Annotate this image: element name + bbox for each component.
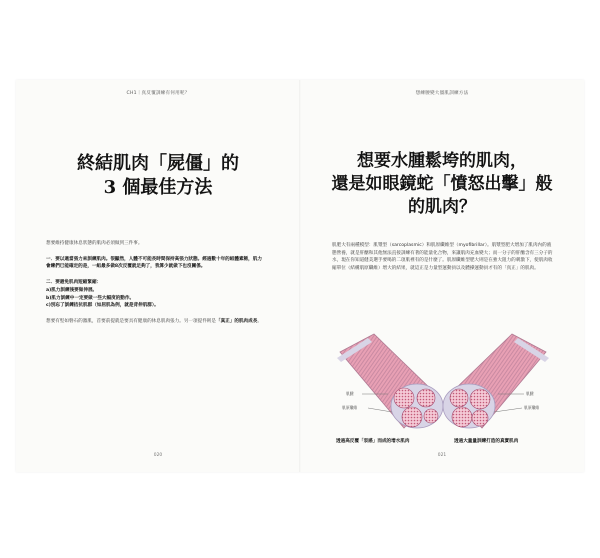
right-page-title [300, 150, 584, 219]
left-page [16, 80, 300, 472]
label-tendon-right: 肌腱 [526, 391, 534, 396]
item-2-sub-c: c)別忘了訓練拮抗肌群（如屈肌為例，就是背伸肌群）。 [46, 303, 159, 308]
intro-paragraph: 想要維持健康休息狀態的肌肉必須做到三件事。 [46, 241, 143, 246]
title-line-2: 還是如眼鏡蛇「憤怒出擊」般 [331, 174, 553, 194]
title-line-1: 終結肌肉「屍僵」的 [77, 153, 239, 174]
right-body [332, 242, 554, 277]
title-line-3: 的肌肉？ [408, 197, 476, 217]
closing-text: 想要有堅如磐石的激肌，首要前提就是要具有健康的休息肌肉張力。另一項提件則是 [46, 318, 216, 324]
caption-pump-muscle: 透過高反覆「泵感」而成的增水肌肉 [336, 439, 410, 444]
title-line-1: 想要水腫鬆垮的肌肉， [357, 151, 527, 171]
label-tendon-left: 肌腱 [346, 391, 354, 396]
closing-end: 。 [257, 318, 262, 324]
real-muscle-bundle [443, 334, 549, 428]
item-2-heading: 二．要避免肌肉短縮緊縮： [46, 279, 102, 285]
folio-right: 021 [437, 453, 447, 458]
item-2-sub-b: b)肌力訓練中一定要做一些大幅度的動作。 [46, 295, 135, 301]
running-head-left: CH1｜真反覆訓練有何用呢？ [126, 91, 190, 96]
closing-paragraph [46, 318, 266, 326]
item-1-text: 一．要以適當張力來訓練肌肉。很顯然，人體不可能長時間保持高張力狀態。經過數十年的組體素稀，肌力會練們已能確定的是，一組最多做8次反覆就足夠了，我算少就做下也沒關係。 [46, 256, 262, 269]
label-fiber-left: 肌原纖維 [342, 405, 358, 410]
label-fiber-right: 肌原纖維 [524, 405, 540, 410]
item-1 [46, 256, 266, 271]
folio-left: 020 [153, 453, 163, 458]
closing-emphasis: 「真正」的肌肉成長 [215, 318, 258, 324]
muscle-diagram-svg [332, 332, 554, 436]
book-spread [16, 80, 584, 472]
right-page [300, 80, 584, 472]
hypertrophy-paragraph: 肌肥大有兩種模型：肌漿型（sarcoplasmic）和肌原纖維型（myofibrillar）。肌漿型肥大增加了肌肉內的液態營養，就是肝醣和其他無法直接訓練有著的能量化合物，來讓肌肉充血變大；而一分子的肝醣含有三分子的水，現在你知道健美選手要喝的二項肌裡有的是什麼了。肌原纖維型肥大則是在強大阻力的刺激下，使肌肉收縮單位（結構肌原纖維）增大的結果，就這正是力量型運動員以及體操運動員才有的「真正」的肌肉。 [332, 243, 553, 271]
left-page-title [16, 152, 300, 200]
muscle-illustration [332, 332, 554, 454]
caption-real-muscle: 透過大量量訓練打造的真實肌肉 [454, 439, 519, 444]
title-line-2: 3 個最佳方法 [103, 177, 213, 198]
left-body [46, 240, 266, 330]
item-2-sub-a: a)肌力訓練後要做伸展。 [46, 288, 98, 293]
pump-muscle-bundle [337, 334, 443, 428]
running-head-right: 想練腰變大僵肌訓練方法 [415, 91, 469, 96]
